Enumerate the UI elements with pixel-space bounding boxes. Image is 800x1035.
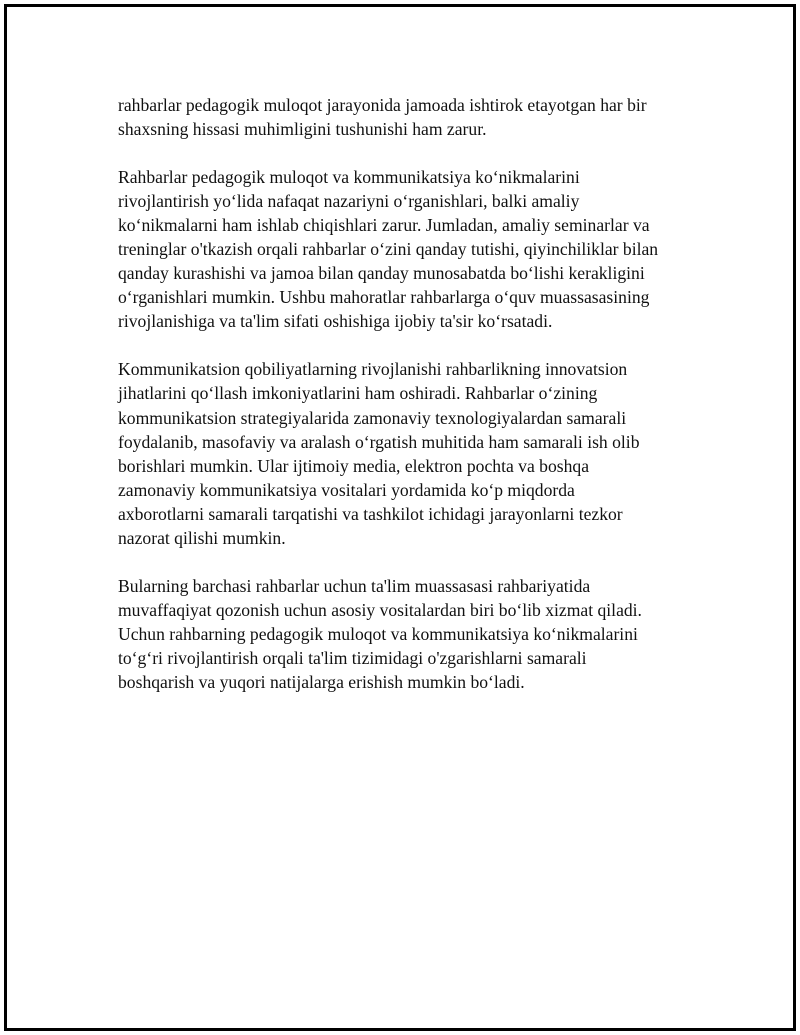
paragraph-1 <box>118 93 698 141</box>
text-line: treninglar o'tkazish orqali rahbarlar o‘zini qanday tutishi, qiyinchiliklar bilan <box>118 239 659 260</box>
text-line: rahbarlar pedagogik muloqot jarayonida jamoada ishtirok etayotgan har bir <box>118 95 647 115</box>
text-line: Uchun rahbarning pedagogik muloqot va kommunikatsiya ko‘nikmalarini <box>118 623 638 644</box>
text-line: jihatlarini qo‘llash imkoniyatlarini ham oshiradi. Rahbarlar o‘zining <box>118 383 598 404</box>
text-line: kommunikatsion strategiyalarida zamonaviy texnologiyalardan samarali <box>118 407 627 428</box>
text-line: qanday kurashishi va jamoa bilan qanday munosabatda bo‘lishi kerakligini <box>118 263 645 284</box>
text-line: rivojlantirish yo‘lida nafaqat nazariyni o‘rganishlari, balki amaliy <box>118 191 580 212</box>
text-line: boshqarish va yuqori natijalarga erishish mumkin bo‘ladi. <box>118 671 525 692</box>
paragraph-2 <box>118 165 698 333</box>
text-line: ko‘nikmalarni ham ishlab chiqishlari zarur. Jumladan, amaliy seminarlar va <box>118 215 650 236</box>
paragraph-4 <box>118 574 698 694</box>
text-line: Rahbarlar pedagogik muloqot va kommunikatsiya ko‘nikmalarini <box>118 167 580 188</box>
text-line: o‘rganishlari mumkin. Ushbu mahoratlar rahbarlarga o‘quv muassasasining <box>118 287 650 308</box>
text-line: muvaffaqiyat qozonish uchun asosiy vositalardan biri bo‘lib xizmat qiladi. <box>118 599 642 620</box>
text-line: foydalanib, masofaviy va aralash o‘rgatish muhitida ham samarali ish olib <box>118 431 640 452</box>
text-line: zamonaviy kommunikatsiya vositalari yordamida ko‘p miqdorda <box>118 479 575 500</box>
text-line: Bularning barchasi rahbarlar uchun ta'lim muassasasi rahbariyatida <box>118 575 591 596</box>
text-line: Kommunikatsion qobiliyatlarning rivojlanishi rahbarlikning innovatsion <box>118 359 628 380</box>
text-line: borishlari mumkin. Ular ijtimoiy media, elektron pochta va boshqa <box>118 455 590 476</box>
text-line: to‘g‘ri rivojlantirish orqali ta'lim tizimidagi o'zgarishlarni samarali <box>118 647 587 668</box>
document-body <box>118 93 698 718</box>
paragraph-3 <box>118 357 698 549</box>
text-line: axborotlarni samarali tarqatishi va tashkilot ichidagi jarayonlarni tezkor <box>118 503 623 524</box>
text-line: shaxsning hissasi muhimligini tushunishi ham zarur. <box>118 119 487 140</box>
text-line: rivojlanishiga va ta'lim sifati oshishiga ijobiy ta'sir ko‘rsatadi. <box>118 311 553 332</box>
text-line: nazorat qilishi mumkin. <box>118 527 286 548</box>
